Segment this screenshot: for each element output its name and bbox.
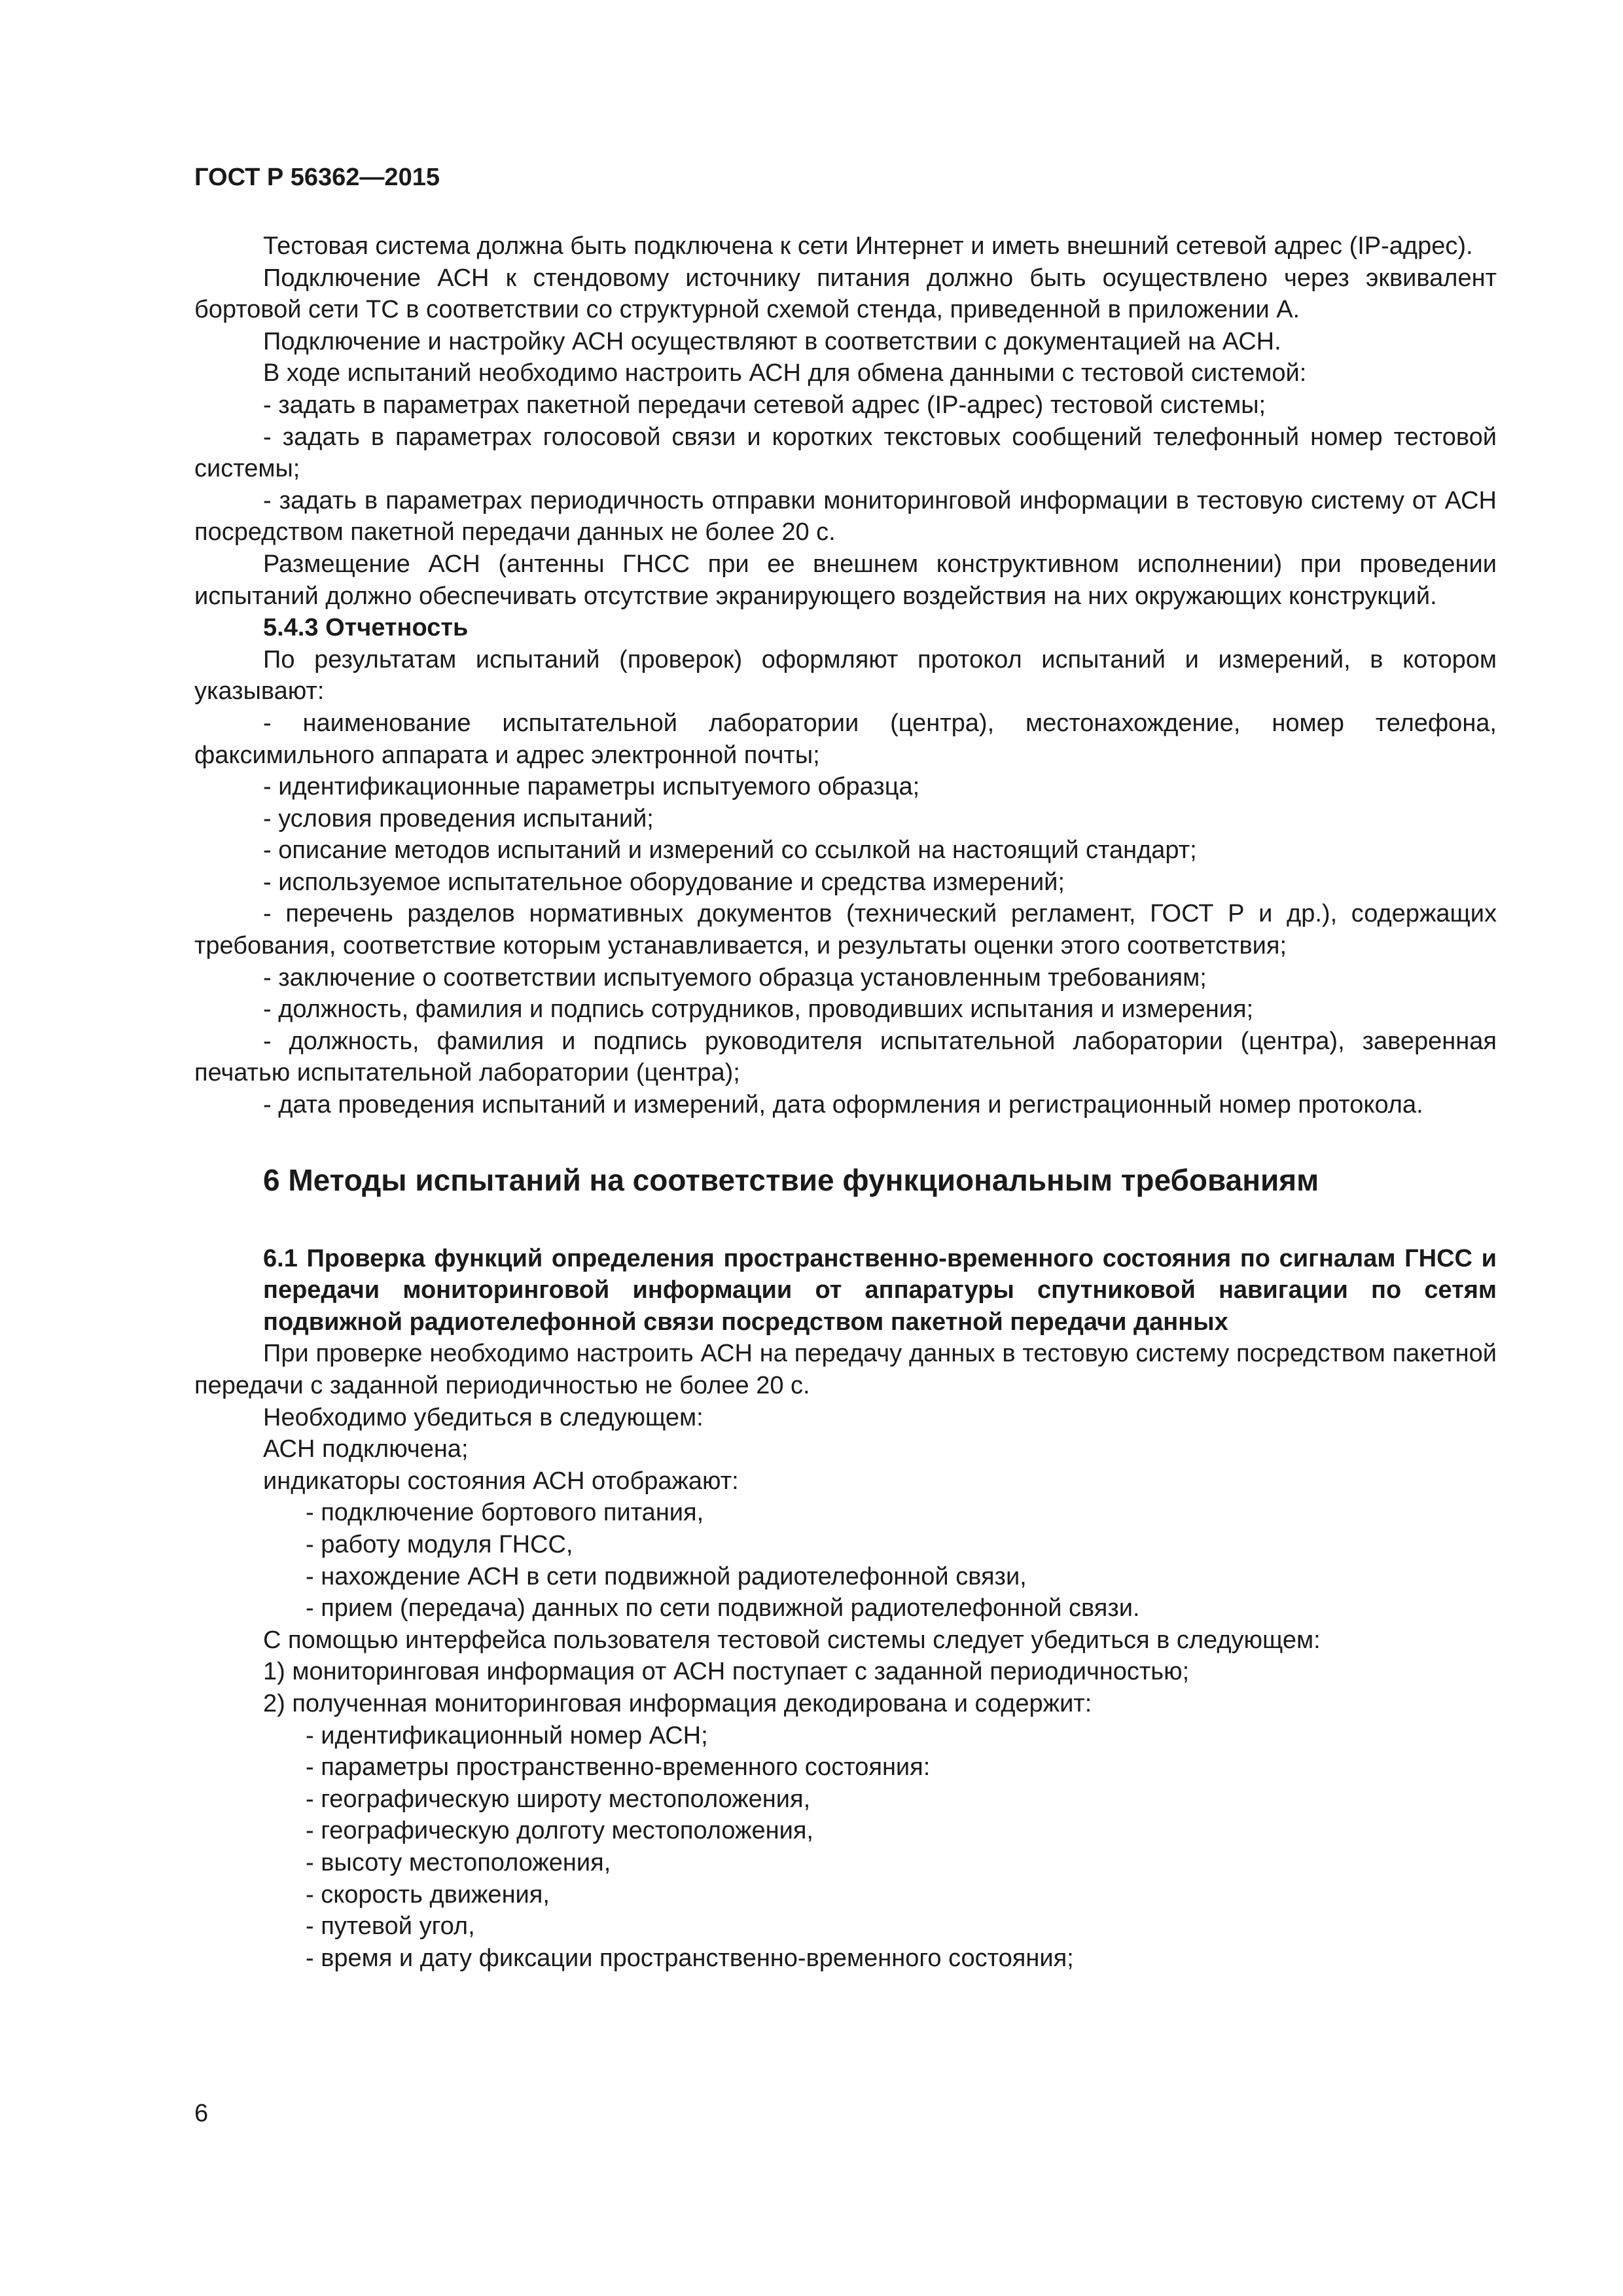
- list-item: - используемое испытательное оборудование и средства измерений;: [263, 868, 1065, 896]
- paragraph: В ходе испытаний необходимо настроить АСН для обмена данными с тестовой системой:: [263, 359, 1307, 387]
- list-item: - высоту местоположения,: [306, 1848, 611, 1876]
- paragraph: Тестовая система должна быть подключена к сети Интернет и иметь внешний сетевой адрес (IP-адрес).: [263, 232, 1473, 260]
- paragraph: Подключение АСН к стендовому источнику питания должно быть осуществлено через эквивалент бортовой сети ТС в соответствии со структурной схемой стенда, приведенной в приложении А.: [194, 264, 1497, 324]
- list-item: - перечень разделов нормативных документов (технический регламент, ГОСТ Р и др.), содержащих требования, соответствие которым устанавливается, и результаты оценки этого соответствия;: [194, 900, 1497, 960]
- list-item: - географическую долготу местоположения,: [306, 1817, 813, 1845]
- list-item: - путевой угол,: [306, 1912, 475, 1941]
- paragraph: индикаторы состояния АСН отображают:: [263, 1467, 739, 1495]
- paragraph: Подключение и настройку АСН осуществляют в соответствии с документацией на АСН.: [263, 327, 1281, 355]
- list-item: - географическую широту местоположения,: [306, 1785, 811, 1813]
- list-item: - скорость движения,: [306, 1880, 550, 1909]
- numbered-item: 2) полученная мониторинговая информация декодирована и содержит:: [263, 1689, 1092, 1717]
- list-item: - параметры пространственно-временного состояния:: [306, 1753, 931, 1782]
- subsection-heading-6-1: 6.1 Проверка функций определения пространственно-временного состояния по сигналам ГНСС и передачи мониторинговой информации от аппаратуры спутниковой навигации по сетям подвижной радиотелефонной связи посредством пакетной передачи данных: [263, 1244, 1497, 1336]
- list-item: - подключение бортового питания,: [306, 1499, 704, 1527]
- list-item: - время и дату фиксации пространственно-временного состояния;: [306, 1944, 1074, 1972]
- paragraph: С помощью интерфейса пользователя тестовой системы следует убедиться в следующем:: [263, 1626, 1321, 1654]
- list-item: - задать в параметрах пакетной передачи сетевой адрес (IP-адрес) тестовой системы;: [263, 391, 1266, 419]
- list-item: - наименование испытательной лаборатории (центра), местонахождение, номер телефона, факсимильного аппарата и адрес электронной почты;: [194, 709, 1497, 769]
- paragraph: АСН подключена;: [263, 1435, 469, 1463]
- page-body: [194, 230, 1497, 1974]
- list-item: - задать в параметрах периодичность отправки мониторинговой информации в тестовую систему от АСН посредством пакетной передачи данных не более 20 с.: [194, 486, 1497, 547]
- subsection-heading-5-4-3: 5.4.3 Отчетность: [263, 614, 469, 642]
- list-item: - дата проведения испытаний и измерений, дата оформления и регистрационный номер протокола.: [263, 1091, 1423, 1119]
- list-item: - заключение о соответствии испытуемого образца установленным требованиям;: [263, 963, 1207, 992]
- list-item: - идентификационный номер АСН;: [306, 1721, 708, 1749]
- list-item: - идентификационные параметры испытуемого образца;: [263, 773, 920, 801]
- list-item: - задать в параметрах голосовой связи и коротких текстовых сообщений телефонный номер тестовой системы;: [194, 423, 1497, 483]
- list-item: - условия проведения испытаний;: [263, 804, 654, 833]
- list-item: - должность, фамилия и подпись руководителя испытательной лаборатории (центра), заверенная печатью испытательной лаборатории (центра);: [194, 1027, 1497, 1087]
- document-code: ГОСТ Р 56362—2015: [194, 164, 440, 191]
- numbered-item: 1) мониторинговая информация от АСН поступает с заданной периодичностью;: [263, 1658, 1190, 1686]
- list-item: - описание методов испытаний и измерений со ссылкой на настоящий стандарт;: [263, 836, 1197, 865]
- paragraph: При проверке необходимо настроить АСН на передачу данных в тестовую систему посредством пакетной передачи с заданной периодичностью не более 20 с.: [194, 1340, 1497, 1399]
- list-item: - нахождение АСН в сети подвижной радиотелефонной связи,: [306, 1562, 1027, 1590]
- list-item: - должность, фамилия и подпись сотрудников, проводивших испытания и измерения;: [263, 996, 1254, 1024]
- section-heading-6: 6 Методы испытаний на соответствие функциональным требованиям: [263, 1162, 1319, 1197]
- paragraph: Размещение АСН (антенны ГНСС при ее внешнем конструктивном исполнении) при проведении испытаний должно обеспечивать отсутствие экранирующего воздействия на них окружающих конструкций.: [194, 550, 1497, 610]
- list-item: - прием (передача) данных по сети подвижной радиотелефонной связи.: [306, 1594, 1140, 1623]
- paragraph: По результатам испытаний (проверок) оформляют протокол испытаний и измерений, в котором указывают:: [194, 645, 1497, 706]
- list-item: - работу модуля ГНСС,: [306, 1530, 573, 1558]
- page-number: 6: [194, 2100, 209, 2127]
- paragraph: Необходимо убедиться в следующем:: [263, 1403, 704, 1431]
